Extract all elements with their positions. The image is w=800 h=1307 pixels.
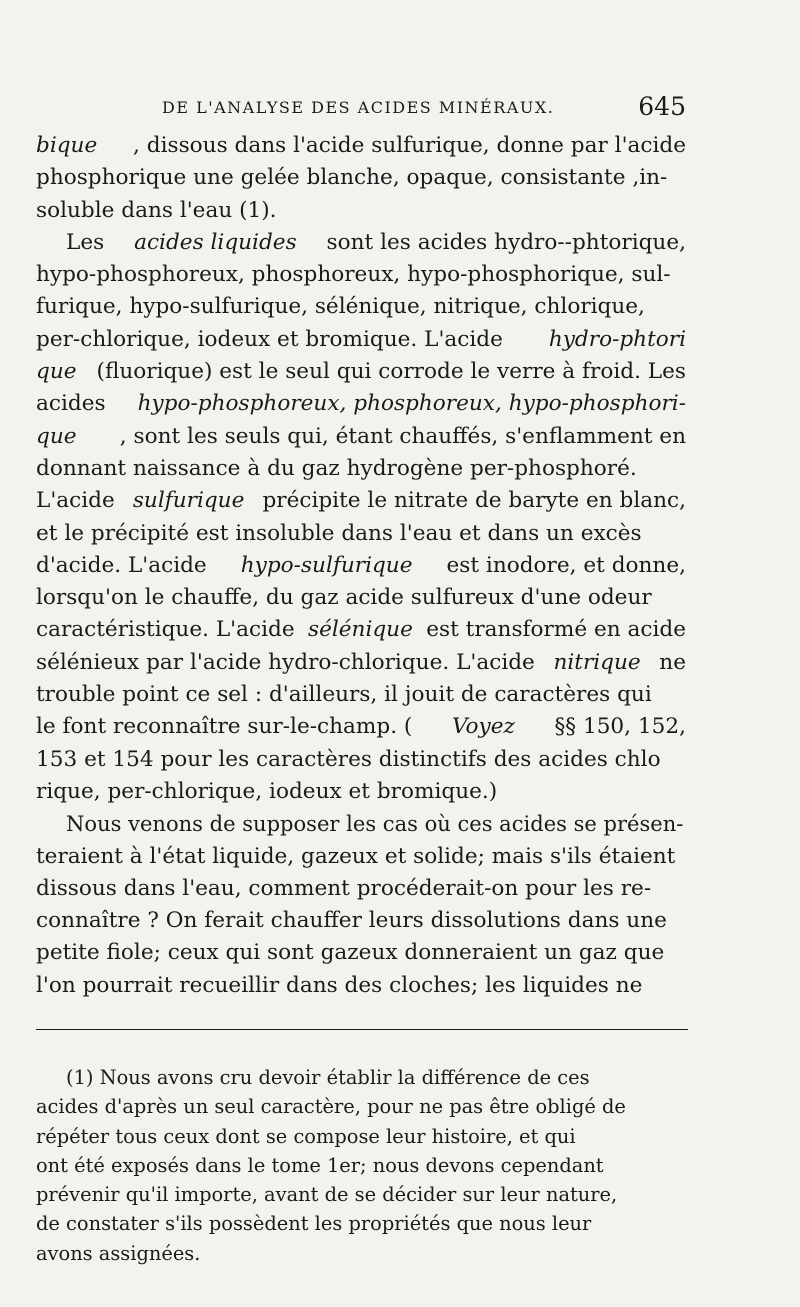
text-line xyxy=(36,453,686,485)
text-segment: est inodore, et donne, xyxy=(446,552,686,578)
text-segment: le font reconnaître sur-le-champ. ( xyxy=(36,714,413,740)
text-line xyxy=(36,291,686,323)
text-line xyxy=(36,421,686,453)
text-line xyxy=(36,1180,688,1209)
italic-segment: sulfurique xyxy=(132,488,245,514)
text-line xyxy=(36,259,686,291)
text-line xyxy=(36,550,686,582)
text-segment: lorsqu'on le chauffe, du gaz acide sulfureux d'une odeur xyxy=(36,585,652,611)
text-segment: §§ 150, 152, xyxy=(554,714,686,740)
main-text xyxy=(36,130,686,1002)
text-line xyxy=(36,905,686,937)
text-segment: l'on pourrait recueillir dans des cloches; les liquides ne xyxy=(36,972,643,998)
running-head xyxy=(36,94,686,134)
text-segment: soluble dans l'eau (1). xyxy=(36,197,277,223)
text-segment: de constater s'ils possèdent les propriétés que nous leur xyxy=(36,1212,592,1236)
italic-segment: que xyxy=(36,423,77,449)
text-line xyxy=(36,841,686,873)
text-line xyxy=(36,647,686,679)
text-segment: est transformé en acide xyxy=(426,617,686,643)
text-segment: Nous venons de supposer les cas où ces acides se présen- xyxy=(66,811,684,837)
text-segment: petite fiole; ceux qui sont gazeux donneraient un gaz que xyxy=(36,940,665,966)
text-line xyxy=(36,711,686,743)
text-line xyxy=(36,1239,688,1268)
italic-segment: Voyez xyxy=(451,714,515,740)
italic-segment: acides liquides xyxy=(134,229,297,255)
text-line xyxy=(36,227,686,259)
text-segment: sélénieux par l'acide hydro-chlorique. L'acide xyxy=(36,649,535,675)
text-segment: et le précipité est insoluble dans l'eau et dans un excès xyxy=(36,520,642,546)
text-segment: ne xyxy=(659,649,686,675)
italic-segment: bique xyxy=(36,133,98,158)
text-segment: phosphorique une gelée blanche, opaque, consistante ,in- xyxy=(36,165,668,191)
text-segment: acides xyxy=(36,391,106,417)
text-line xyxy=(36,1122,688,1151)
text-line xyxy=(36,518,686,550)
text-line xyxy=(36,873,686,905)
text-segment: hypo-phosphoreux, phosphoreux, hypo-phosphorique, sul- xyxy=(36,262,671,288)
running-title: DE L'ANALYSE DES ACIDES MINÉRAUX. xyxy=(162,98,555,117)
italic-segment: que xyxy=(36,359,77,385)
text-segment: , sont les seuls qui, étant chauffés, s'enflamment en xyxy=(119,423,686,449)
text-line xyxy=(36,937,686,969)
text-segment: sont les acides hydro--phtorique, xyxy=(326,229,686,255)
text-segment: d'acide. L'acide xyxy=(36,552,207,578)
text-segment: répéter tous ceux dont se compose leur histoire, et qui xyxy=(36,1124,576,1148)
text-segment: furique, hypo-sulfurique, sélénique, nitrique, chlorique, xyxy=(36,294,645,320)
text-line xyxy=(36,195,686,227)
text-segment: Les xyxy=(66,229,105,255)
footnote-divider xyxy=(36,1029,688,1030)
text-line xyxy=(36,356,686,388)
text-line xyxy=(36,1092,688,1121)
footnote-text xyxy=(36,1063,688,1268)
text-segment: 153 et 154 pour les caractères distinctifs des acides chlo xyxy=(36,746,661,772)
text-segment: acides d'après un seul caractère, pour ne pas être obligé de xyxy=(36,1095,626,1119)
text-segment: connaître ? On ferait chauffer leurs dissolutions dans une xyxy=(36,908,667,934)
text-line xyxy=(36,614,686,646)
text-segment: (1) Nous avons cru devoir établir la différence de ces xyxy=(66,1066,590,1089)
text-segment: teraient à l'état liquide, gazeux et solide; mais s'ils étaient xyxy=(36,843,676,869)
text-segment: ont été exposés dans le tome 1er; nous devons cependant xyxy=(36,1153,604,1177)
text-line xyxy=(36,130,686,162)
italic-segment: hypo-phosphoreux, phosphoreux, hypo-phosphori- xyxy=(137,391,686,417)
text-line xyxy=(36,324,686,356)
italic-segment: sélénique xyxy=(308,617,413,643)
text-line xyxy=(36,1151,688,1180)
text-segment: per-chlorique, iodeux et bromique. L'acide xyxy=(36,326,503,352)
text-segment: précipite le nitrate de baryte en blanc, xyxy=(262,488,686,514)
text-line xyxy=(36,1209,688,1238)
text-line xyxy=(36,1063,688,1092)
page-number: 645 xyxy=(638,92,686,121)
text-segment: prévenir qu'il importe, avant de se décider sur leur nature, xyxy=(36,1183,618,1207)
text-line xyxy=(36,388,686,420)
text-segment: , dissous dans l'acide sulfurique, donne par l'acide xyxy=(133,133,686,158)
text-segment: (fluorique) est le seul qui corrode le verre à froid. Les xyxy=(96,359,686,385)
italic-segment: nitrique xyxy=(553,649,641,675)
text-segment: dissous dans l'eau, comment procéderait-on pour les re- xyxy=(36,875,652,901)
italic-segment: hydro-phtori xyxy=(548,326,686,352)
text-segment: trouble point ce sel : d'ailleurs, il jouit de caractères qui xyxy=(36,682,652,708)
text-line xyxy=(36,582,686,614)
text-segment: L'acide xyxy=(36,488,115,514)
text-line xyxy=(36,776,686,808)
text-line xyxy=(36,162,686,194)
italic-segment: hypo-sulfurique xyxy=(240,552,413,578)
text-line xyxy=(36,485,686,517)
text-line xyxy=(36,808,686,840)
text-segment: caractéristique. L'acide xyxy=(36,617,295,643)
text-line xyxy=(36,744,686,776)
text-segment: avons assignées. xyxy=(36,1241,201,1265)
text-line xyxy=(36,970,686,1002)
text-line xyxy=(36,679,686,711)
text-segment: rique, per-chlorique, iodeux et bromique.) xyxy=(36,778,498,804)
text-segment: donnant naissance à du gaz hydrogène per-phosphoré. xyxy=(36,455,637,481)
